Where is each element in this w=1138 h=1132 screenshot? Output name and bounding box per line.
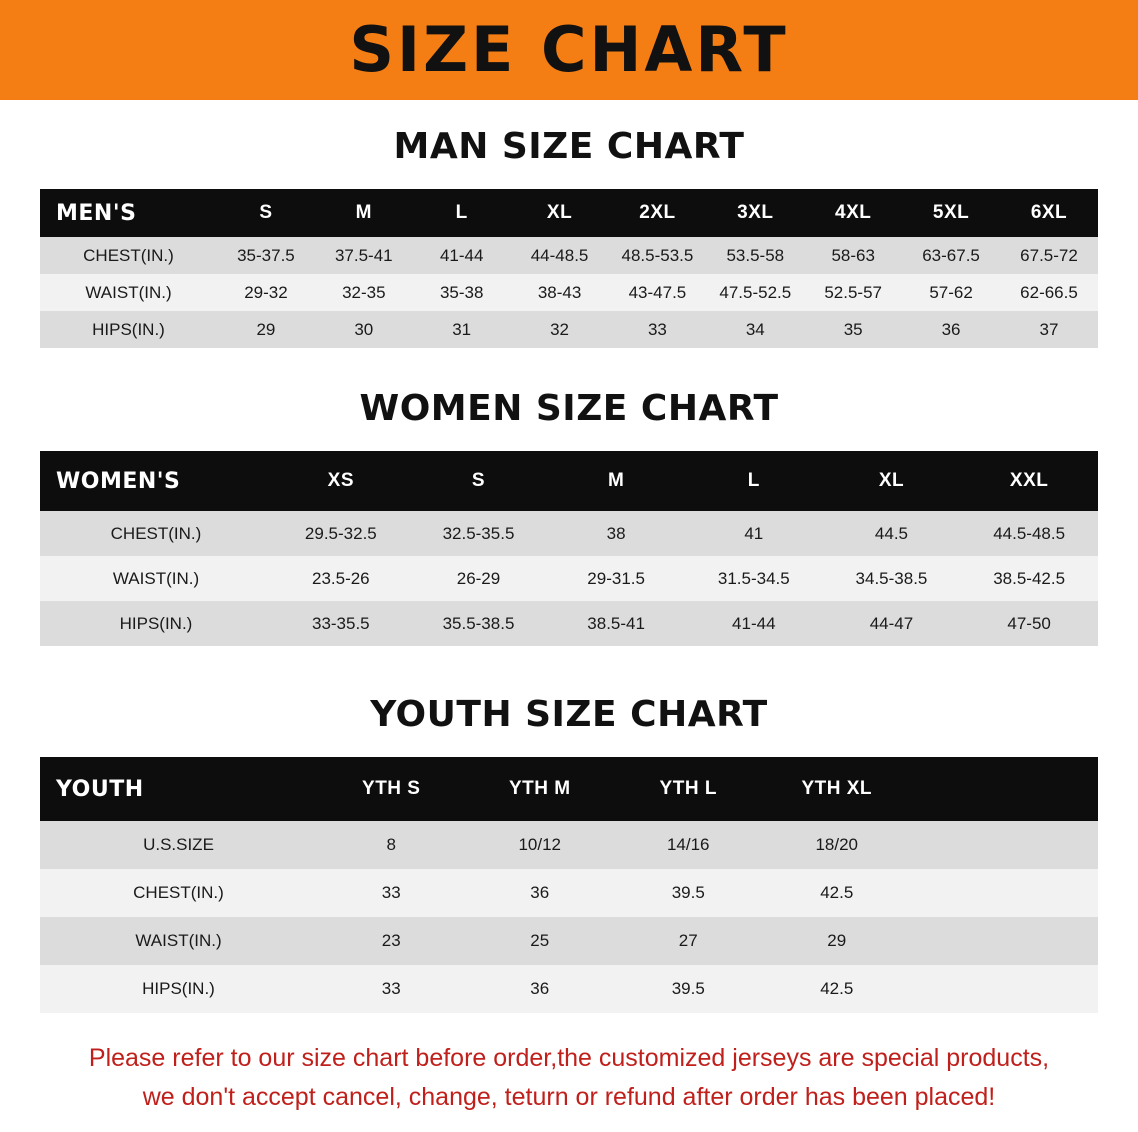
youth-col-header: YTH S <box>362 778 421 799</box>
table-header-row <box>40 451 1098 511</box>
youth-cell: 8 <box>317 821 466 869</box>
men-cell: 35-38 <box>413 274 511 311</box>
page-banner <box>0 0 1138 100</box>
youth-section-title: YOUTH SIZE CHART <box>370 694 768 735</box>
youth-row-label: HIPS(IN.) <box>40 965 317 1013</box>
men-cell: 44-48.5 <box>511 237 609 274</box>
youth-cell-empty <box>911 965 1098 1013</box>
women-cell: 38.5-41 <box>547 601 685 646</box>
women-cell: 33-35.5 <box>272 601 410 646</box>
table-row <box>40 917 1098 965</box>
women-size-table <box>40 451 1098 646</box>
women-col-header: S <box>471 470 486 491</box>
women-cell: 38.5-42.5 <box>960 556 1098 601</box>
women-row-label: HIPS(IN.) <box>40 601 272 646</box>
women-cell: 38 <box>547 511 685 556</box>
youth-col-header-empty <box>911 757 1098 821</box>
youth-cell: 36 <box>466 869 615 917</box>
men-row-label: HIPS(IN.) <box>40 311 217 348</box>
men-col-header: 6XL <box>1030 202 1068 223</box>
women-col-header: M <box>607 470 625 491</box>
man-table-wrap <box>40 189 1098 348</box>
youth-cell: 29 <box>763 917 912 965</box>
women-cell: 29.5-32.5 <box>272 511 410 556</box>
youth-cell: 27 <box>614 917 763 965</box>
men-cell: 33 <box>609 311 707 348</box>
men-cell: 30 <box>315 311 413 348</box>
youth-table-wrap <box>40 757 1098 1013</box>
women-cell: 26-29 <box>410 556 548 601</box>
women-col-header: XS <box>327 470 354 491</box>
men-cell: 35-37.5 <box>217 237 315 274</box>
women-col-header: XXL <box>1009 470 1049 491</box>
women-cell: 23.5-26 <box>272 556 410 601</box>
men-cell: 57-62 <box>902 274 1000 311</box>
man-section-title: MAN SIZE CHART <box>393 126 745 167</box>
youth-cell: 42.5 <box>763 869 912 917</box>
table-row <box>40 869 1098 917</box>
youth-cell: 33 <box>317 869 466 917</box>
women-cell: 41-44 <box>685 601 823 646</box>
men-col-header: 5XL <box>932 202 970 223</box>
table-row <box>40 311 1098 348</box>
men-row-label: WAIST(IN.) <box>40 274 217 311</box>
men-col-header: 2XL <box>639 202 676 223</box>
men-col-header: L <box>455 202 468 223</box>
youth-cell: 36 <box>466 965 615 1013</box>
youth-row-label: WAIST(IN.) <box>40 917 317 965</box>
table-header-row <box>40 189 1098 237</box>
women-cell: 44.5-48.5 <box>960 511 1098 556</box>
women-row-label: WAIST(IN.) <box>40 556 272 601</box>
men-cell: 67.5-72 <box>1000 237 1098 274</box>
table-row <box>40 556 1098 601</box>
youth-cell: 33 <box>317 965 466 1013</box>
women-cell: 44-47 <box>823 601 961 646</box>
men-cell: 48.5-53.5 <box>609 237 707 274</box>
men-cell: 37 <box>1000 311 1098 348</box>
men-cell: 29-32 <box>217 274 315 311</box>
youth-col-header: YTH XL <box>801 778 873 799</box>
youth-cell: 39.5 <box>614 869 763 917</box>
men-cell: 53.5-58 <box>706 237 804 274</box>
youth-cell-empty <box>911 917 1098 965</box>
men-cell: 52.5-57 <box>804 274 902 311</box>
men-cell: 36 <box>902 311 1000 348</box>
men-col-header: 4XL <box>835 202 872 223</box>
table-row <box>40 274 1098 311</box>
men-cell: 43-47.5 <box>609 274 707 311</box>
men-corner-label: MEN'S <box>56 200 137 226</box>
men-row-label: CHEST(IN.) <box>40 237 217 274</box>
youth-size-table <box>40 757 1098 1013</box>
women-cell: 47-50 <box>960 601 1098 646</box>
youth-row-label: CHEST(IN.) <box>40 869 317 917</box>
youth-col-header: YTH L <box>659 778 717 799</box>
youth-col-header: YTH M <box>508 778 571 799</box>
women-col-header: XL <box>878 470 905 491</box>
table-row <box>40 511 1098 556</box>
table-row <box>40 237 1098 274</box>
women-cell: 31.5-34.5 <box>685 556 823 601</box>
men-size-table <box>40 189 1098 348</box>
men-cell: 32-35 <box>315 274 413 311</box>
disclaimer-note <box>34 1039 1104 1117</box>
men-col-header: S <box>259 202 273 223</box>
women-cell: 44.5 <box>823 511 961 556</box>
table-row <box>40 821 1098 869</box>
table-row <box>40 965 1098 1013</box>
women-corner-label: WOMEN'S <box>56 468 181 494</box>
men-col-header: XL <box>546 202 573 223</box>
youth-cell: 25 <box>466 917 615 965</box>
disclaimer-line-2: we don't accept cancel, change, teturn or refund after order has been placed! <box>142 1082 996 1111</box>
men-cell: 38-43 <box>511 274 609 311</box>
youth-corner-label: YOUTH <box>56 776 144 802</box>
women-cell: 35.5-38.5 <box>410 601 548 646</box>
women-cell: 32.5-35.5 <box>410 511 548 556</box>
disclaimer-line-1: Please refer to our size chart before order,the customized jerseys are special products, <box>88 1044 1050 1072</box>
men-cell: 31 <box>413 311 511 348</box>
youth-cell: 39.5 <box>614 965 763 1013</box>
youth-row-label: U.S.SIZE <box>40 821 317 869</box>
page-title: SIZE CHART <box>349 13 789 86</box>
men-cell: 63-67.5 <box>902 237 1000 274</box>
women-table-wrap <box>40 451 1098 646</box>
men-cell: 37.5-41 <box>315 237 413 274</box>
men-cell: 35 <box>804 311 902 348</box>
women-cell: 29-31.5 <box>547 556 685 601</box>
women-section-title: WOMEN SIZE CHART <box>359 388 779 429</box>
men-cell: 34 <box>706 311 804 348</box>
women-row-label: CHEST(IN.) <box>40 511 272 556</box>
men-cell: 32 <box>511 311 609 348</box>
youth-cell-empty <box>911 869 1098 917</box>
men-col-header: M <box>355 202 372 223</box>
table-row <box>40 601 1098 646</box>
men-col-header: 3XL <box>737 202 774 223</box>
women-cell: 34.5-38.5 <box>823 556 961 601</box>
men-cell: 41-44 <box>413 237 511 274</box>
youth-cell: 42.5 <box>763 965 912 1013</box>
women-cell: 41 <box>685 511 823 556</box>
men-cell: 47.5-52.5 <box>706 274 804 311</box>
youth-cell: 14/16 <box>614 821 763 869</box>
men-cell: 62-66.5 <box>1000 274 1098 311</box>
youth-cell: 10/12 <box>466 821 615 869</box>
women-col-header: L <box>747 470 760 491</box>
men-cell: 58-63 <box>804 237 902 274</box>
youth-cell-empty <box>911 821 1098 869</box>
men-cell: 29 <box>217 311 315 348</box>
youth-cell: 18/20 <box>763 821 912 869</box>
youth-cell: 23 <box>317 917 466 965</box>
table-header-row <box>40 757 1098 821</box>
